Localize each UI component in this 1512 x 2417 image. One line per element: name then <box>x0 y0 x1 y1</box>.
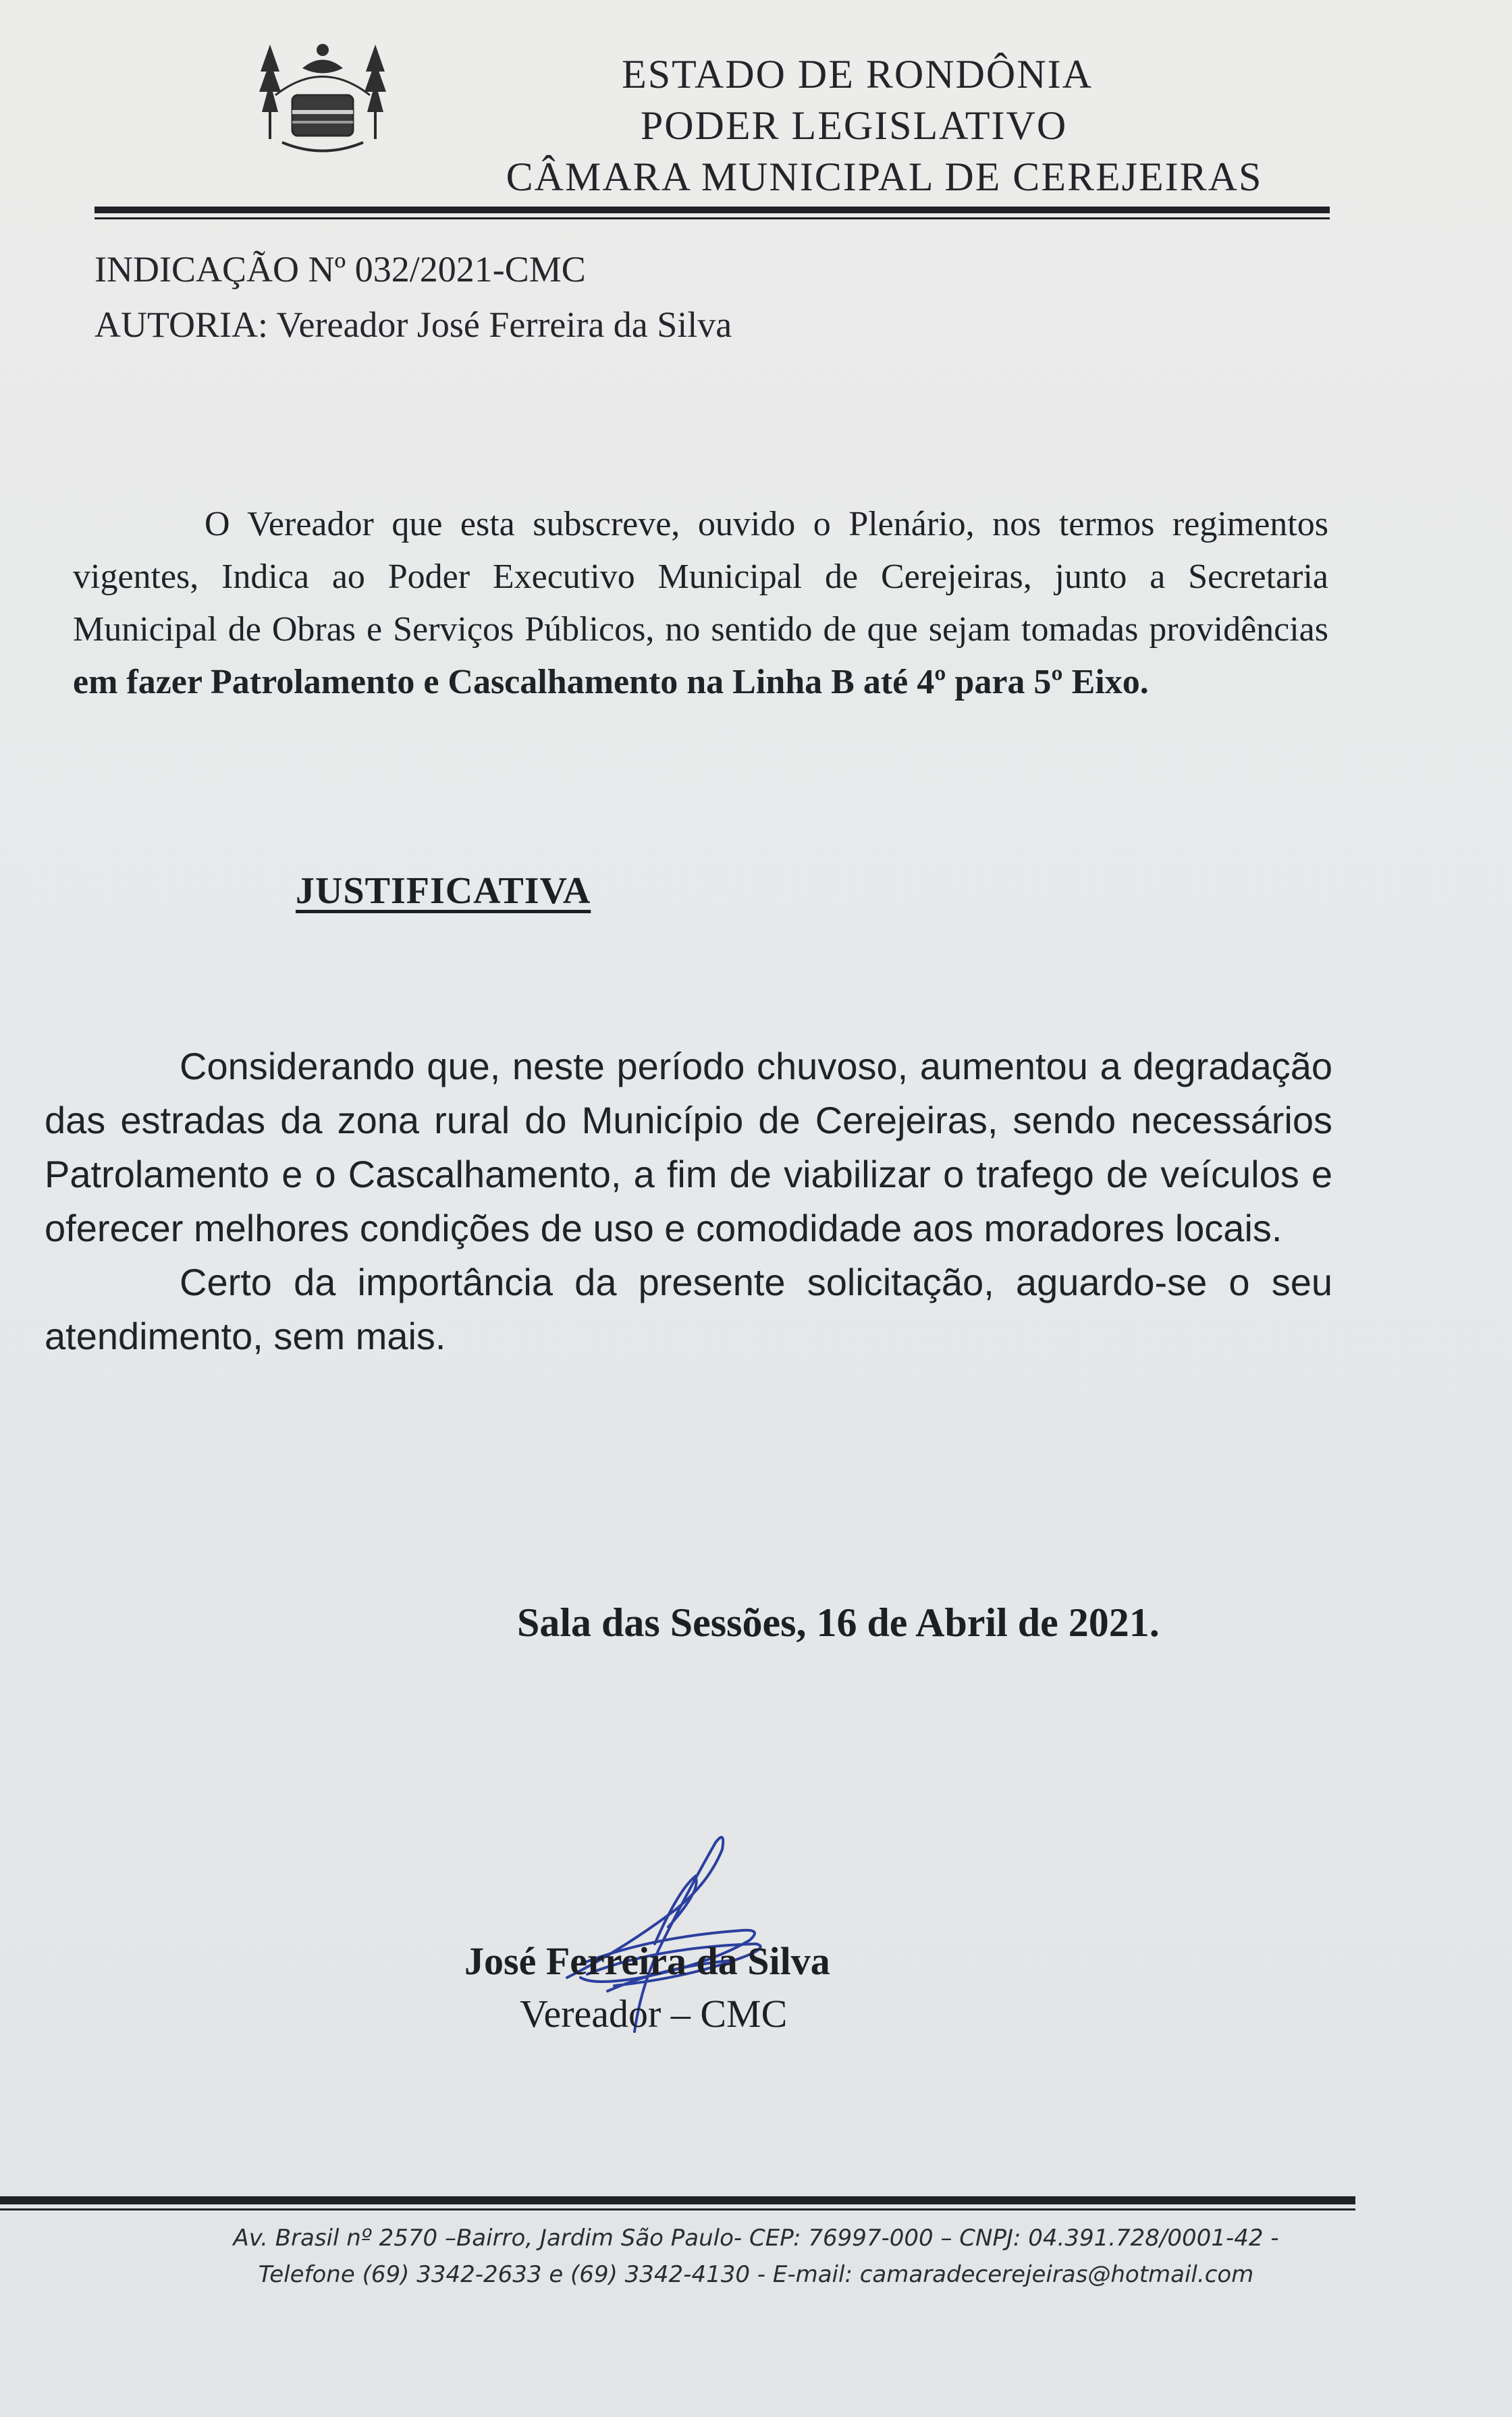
signer-role: Vereador – CMC <box>520 1992 788 2036</box>
footer-divider-thin <box>0 2208 1355 2210</box>
header-divider <box>94 207 1330 213</box>
footer-divider <box>0 2196 1355 2204</box>
header-state: ESTADO DE RONDÔNIA <box>622 52 1093 97</box>
footer-address: Av. Brasil nº 2570 –Bairro, Jardim São Paulo- CEP: 76997-000 – CNPJ: 04.391.728/0001-42 - <box>233 2225 1279 2252</box>
header-divider-thin <box>94 217 1330 219</box>
justificativa-paragraph-text: Considerando que, neste período chuvoso, aumentou a degradação das estradas da zona rural do Município de Cerejeiras, sendo necessários Patrolamento e o Cascalhamento, a fim de viabilizar o trafego de veículos e oferecer melhores condições de uso e comodidade aos moradores locais. <box>45 1045 1332 1249</box>
autoria-line: AUTORIA: Vereador José Ferreira da Silva <box>94 304 732 345</box>
footer-contact: Telefone (69) 3342-2633 e (69) 3342-4130 - E-mail: camaradecerejeiras@hotmail.com <box>258 2261 1254 2288</box>
justificativa-paragraph <box>45 1039 1332 1255</box>
justificativa-title: JUSTIFICATIVA <box>296 870 591 912</box>
header-branch: PODER LEGISLATIVO <box>640 103 1068 148</box>
signer-name: José Ferreira da Silva <box>464 1939 830 1983</box>
justificativa-paragraph <box>45 1255 1332 1363</box>
justificativa-body <box>45 1039 1332 1363</box>
indicacao-number: INDICAÇÃO Nº 032/2021-CMC <box>94 249 586 290</box>
header-chamber: CÂMARA MUNICIPAL DE CEREJEIRAS <box>506 155 1263 199</box>
intro-bold-text: em fazer Patrolamento e Cascalhamento na Linha B até 4º para 5º Eixo. <box>73 663 1149 701</box>
closing-date: Sala das Sessões, 16 de Abril de 2021. <box>517 1600 1160 1645</box>
intro-text: O Vereador que esta subscreve, ouvido o Plenário, nos termos regimentos vigentes, Indica ao Poder Executivo Municipal de Cerejeiras, junto a Secretaria Municipal de Obras e Serviços Públicos, no sentido de que sejam tomadas providências <box>73 505 1328 649</box>
intro-paragraph <box>73 498 1328 709</box>
justificativa-paragraph-text: Certo da importância da presente solicitação, aguardo-se o seu atendimento, sem mais. <box>45 1261 1332 1357</box>
